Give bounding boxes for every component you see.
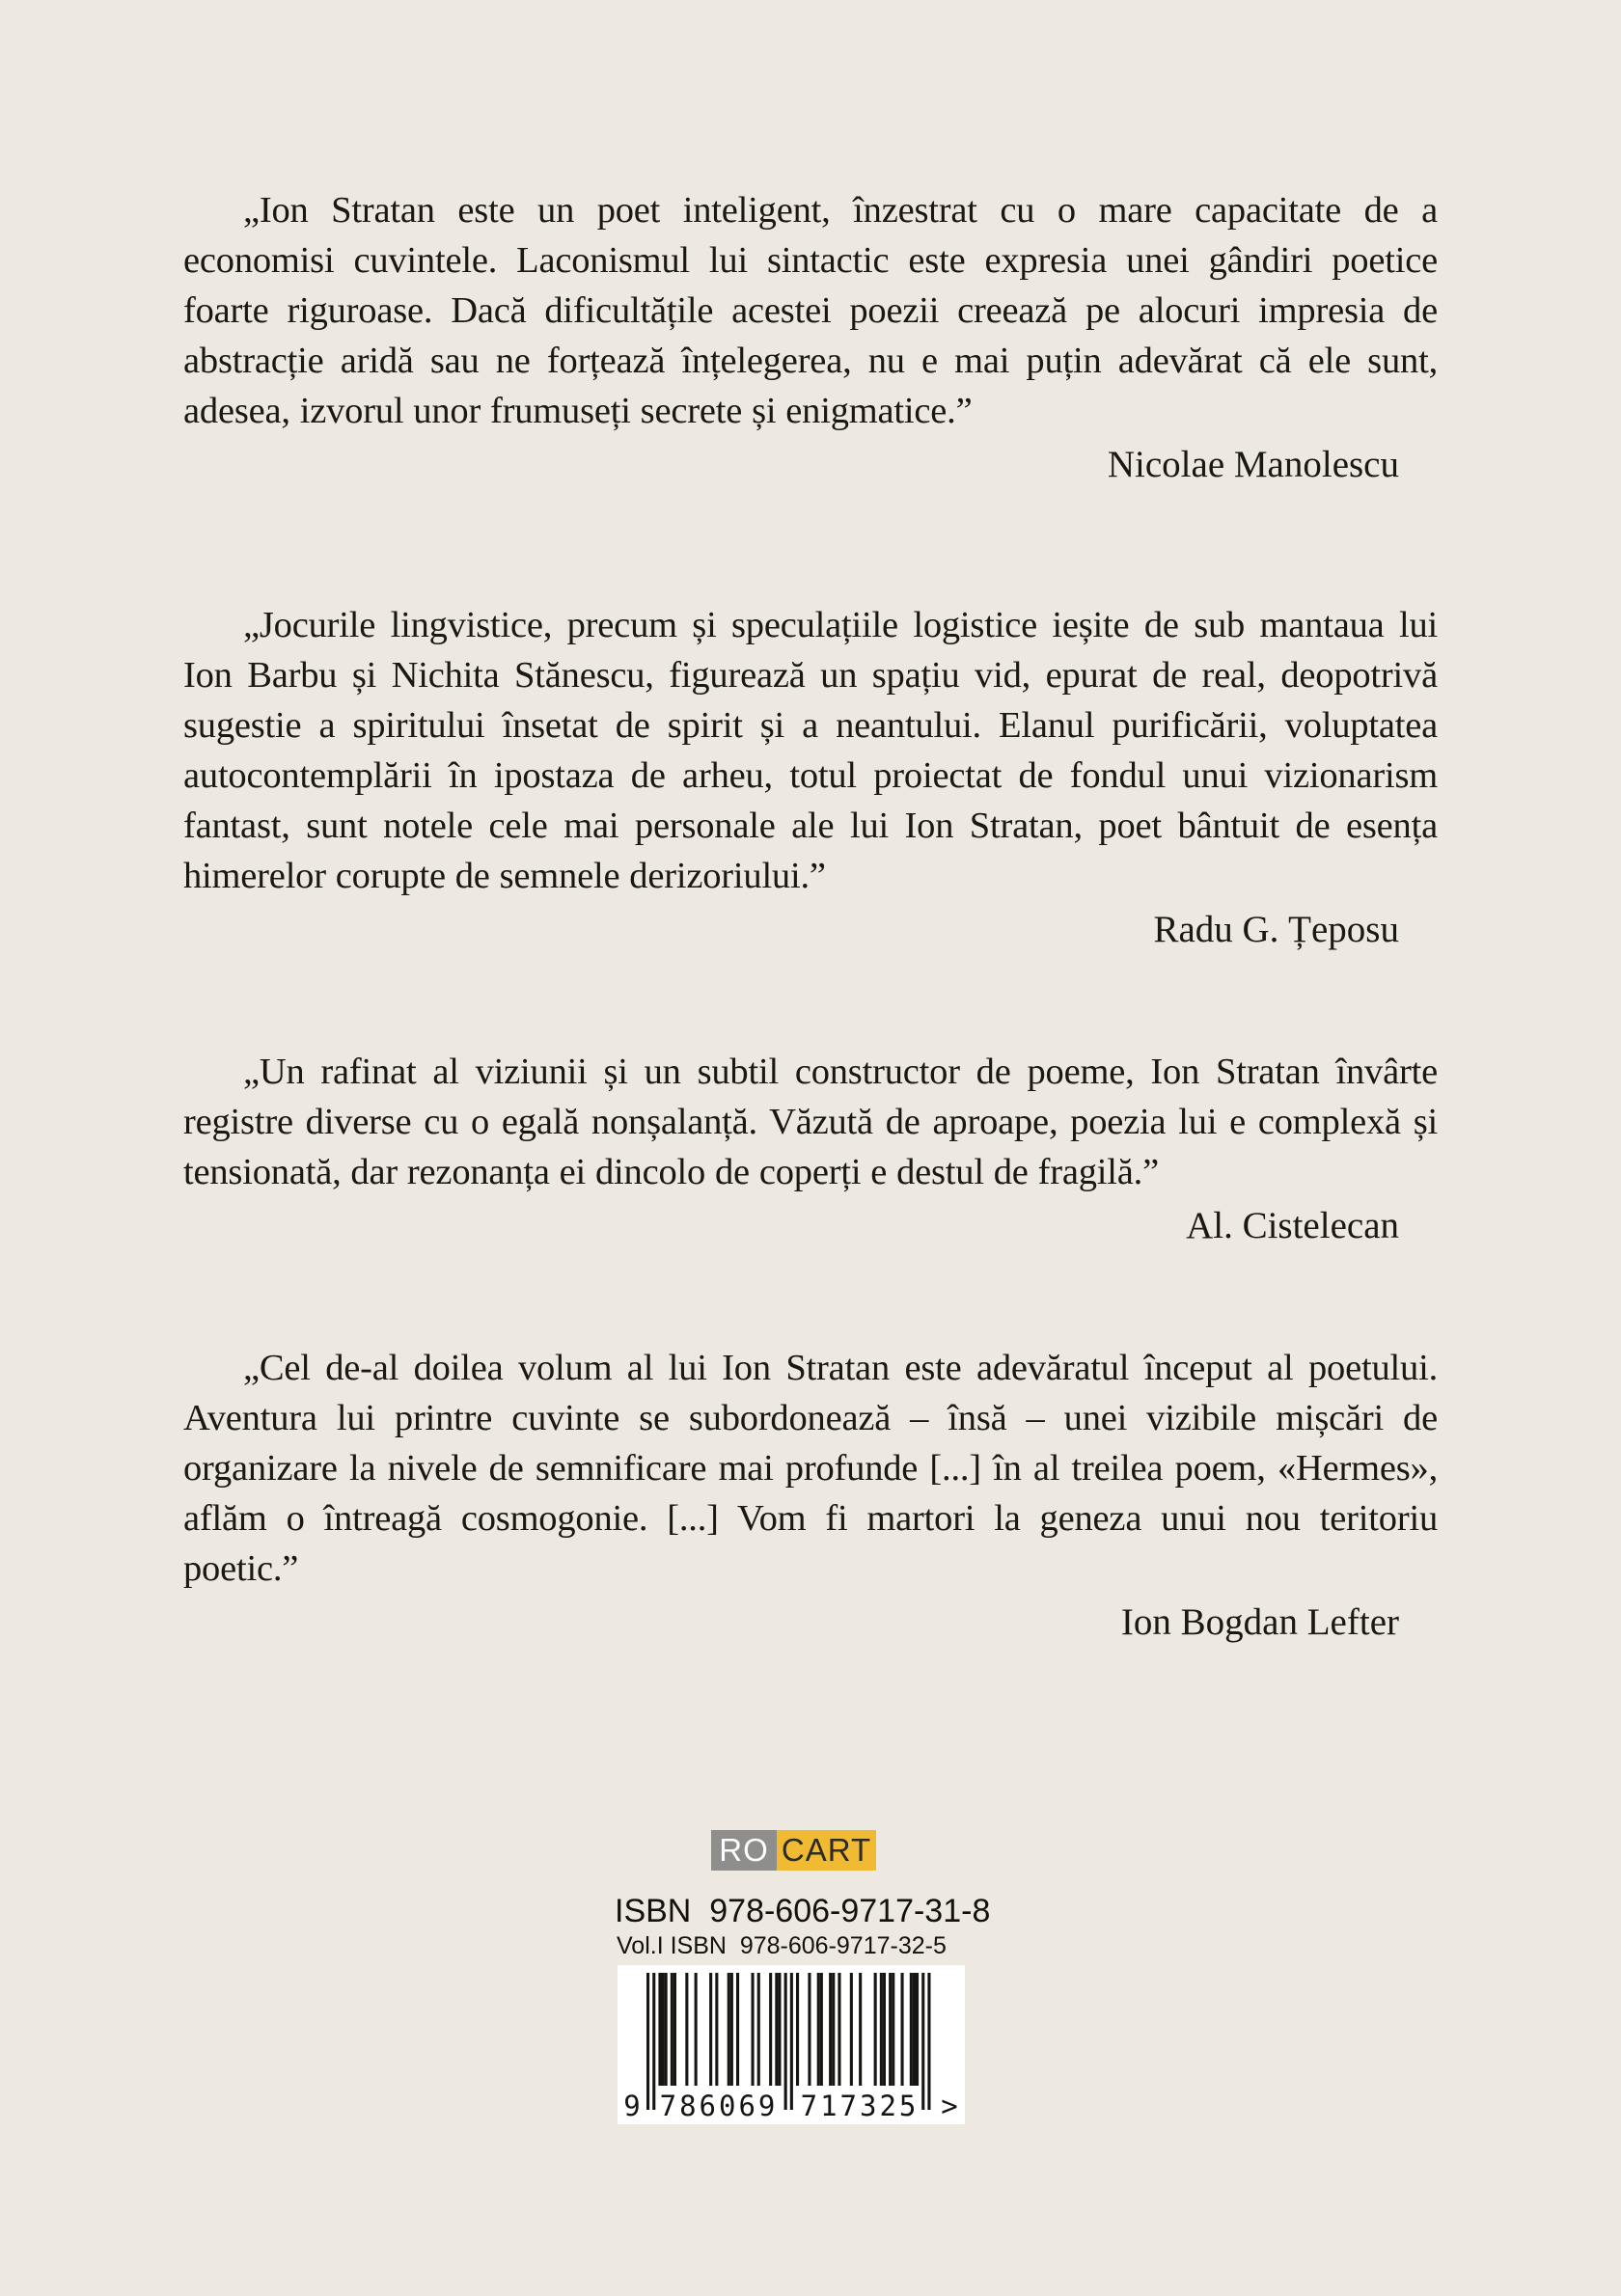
barcode (618, 1965, 965, 2124)
publisher-logo (711, 1830, 876, 1871)
quote-author: Al. Cistelecan (1186, 1205, 1399, 1246)
quote-block-2 (183, 600, 1438, 955)
barcode-digits-right: 717325 (800, 2090, 920, 2122)
logo-cart-box: CART (777, 1830, 876, 1871)
barcode-digits-left: 786069 (659, 2090, 779, 2122)
quote-block-1 (183, 185, 1438, 490)
quote-author: Radu G. Țeposu (1153, 909, 1399, 950)
barcode-trailing-char: > (941, 2090, 958, 2122)
quote-text: „Cel de-al doilea volum al lui Ion Stratan este adevăratul început al poetului. Aventura lui printre cuvinte se subordonează – însă – unei vizibile mișcări de organizare la nivele de semnificare mai profunde [...] în al treilea poem, «Hermes», aflăm o întreagă cosmogonie. [...] Vom fi martori la geneza unui nou teritoriu poetic.” (183, 1348, 1438, 1589)
isbn-line-1: ISBN 978-606-9717-31-8 (615, 1893, 991, 1929)
quote-text: „Jocurile lingvistice, precum și speculațiile logistice ieșite de sub mantaua lui Ion Barbu și Nichita Stănescu, figurează un spațiu vid, epurat de real, deopotrivă sugestie a spiritului însetat de spirit și a neantului. Elanul purificării, voluptatea autocontemplării în ipostaza de arheu, totul proiectat de fondul unui vizionarism fantast, sunt notele cele mai personale ale lui Ion Stratan, poet bântuit de esența himerelor corupte de semnele derizoriului.” (183, 605, 1438, 896)
quote-text: „Un rafinat al viziunii și un subtil constructor de poeme, Ion Stratan învârte registre diverse cu o egală nonșalanță. Văzută de aproape, poezia lui e complexă și tensionată, dar rezonanța ei dincolo de coperți e destul de fragilă.” (183, 1052, 1438, 1192)
quote-block-3 (183, 1047, 1438, 1251)
quote-text: „Ion Stratan este un poet inteligent, înzestrat cu o mare capacitate de a economisi cuvintele. Laconismul lui sintactic este expresia unei gândiri poetice foarte riguroase. Dacă dificultățile acestei poezii creează pe alocuri impresia de abstracție aridă sau ne forțează înțelegerea, nu e mai puțin adevărat că ele sunt, adesea, izvorul unor frumuseți secrete și enigmatice.” (183, 190, 1438, 431)
quote-block-4 (183, 1343, 1438, 1648)
quote-author: Ion Bogdan Lefter (1120, 1601, 1399, 1643)
logo-ro-box: RO (711, 1830, 777, 1871)
quote-author: Nicolae Manolescu (1107, 444, 1399, 485)
barcode-digit-lead: 9 (623, 2090, 641, 2122)
isbn-line-2: Vol.I ISBN 978-606-9717-32-5 (617, 1932, 947, 1959)
